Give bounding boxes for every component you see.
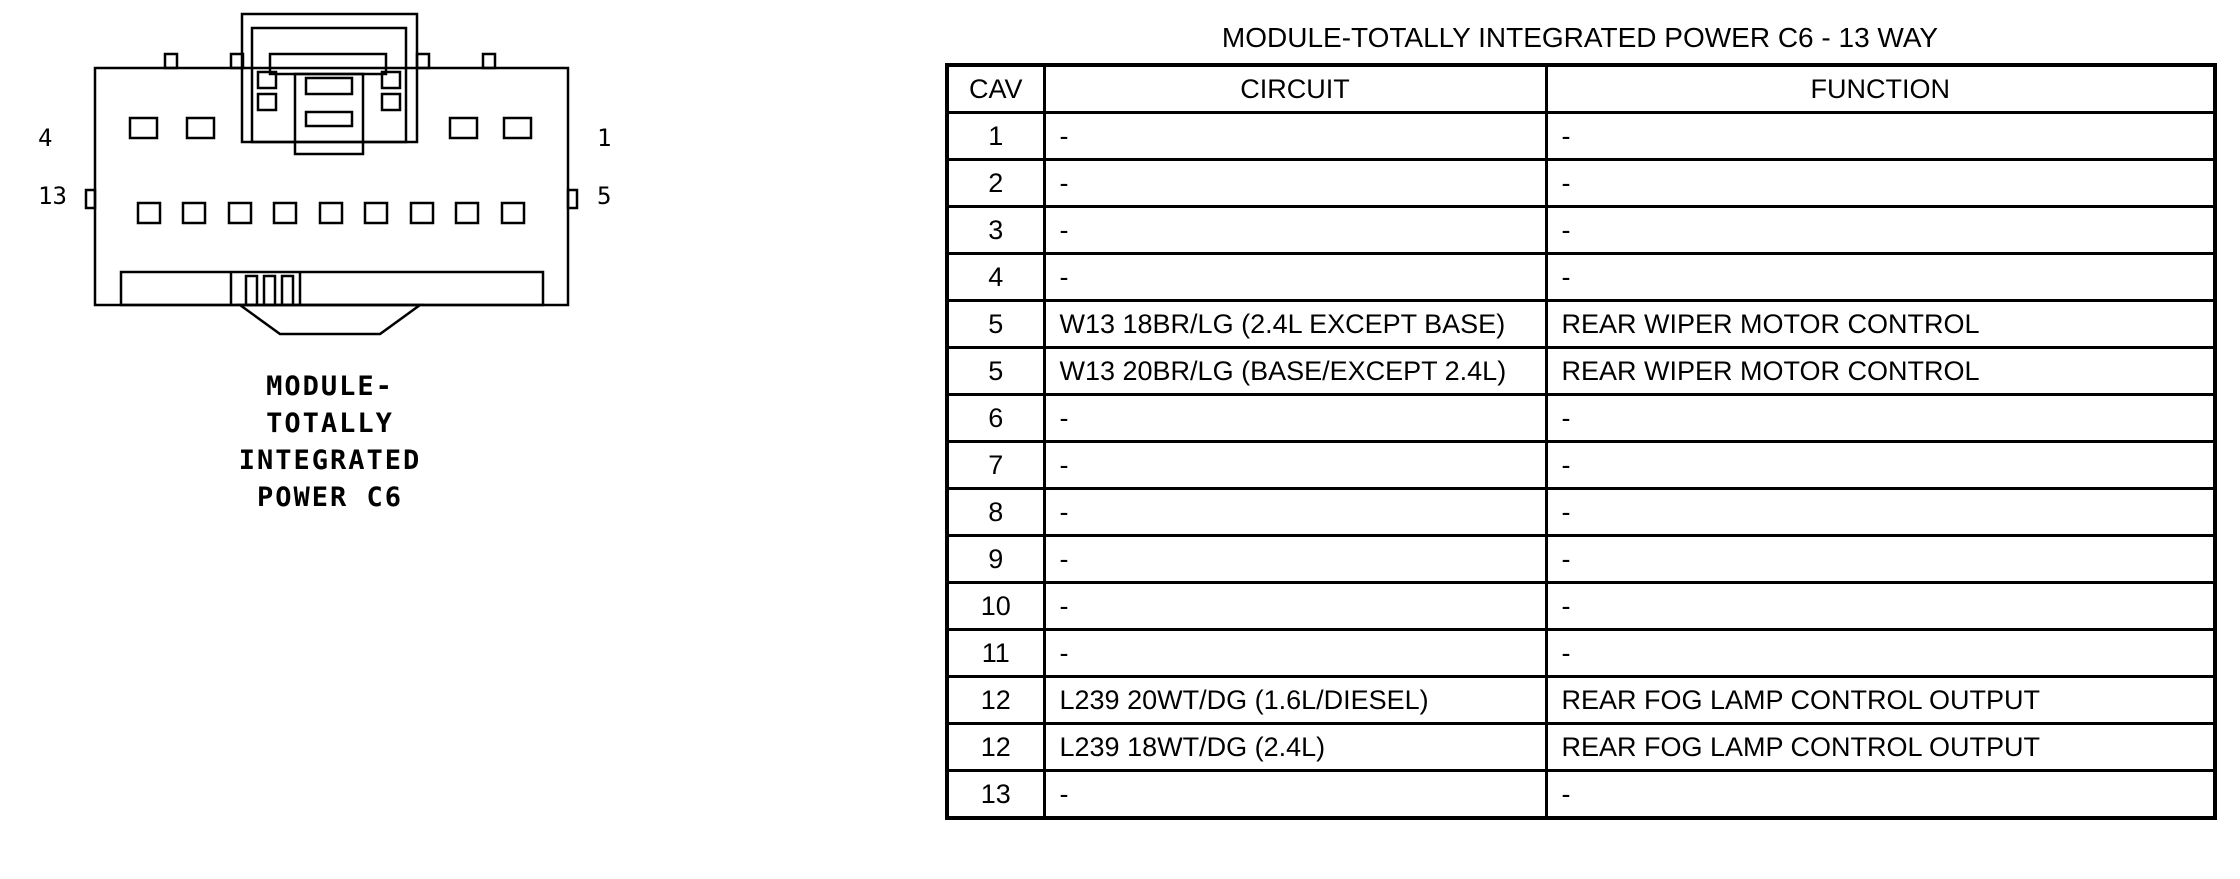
cav-cell: 4: [947, 254, 1044, 301]
circuit-cell: -: [1044, 536, 1546, 583]
table-row: [947, 348, 2215, 395]
table-row: [947, 442, 2215, 489]
table-row: [947, 583, 2215, 630]
function-cell: -: [1546, 207, 2215, 254]
cavity-6: [456, 203, 478, 223]
circuit-cell: W13 18BR/LG (2.4L EXCEPT BASE): [1044, 301, 1546, 348]
circuit-cell: -: [1044, 113, 1546, 160]
cav-cell: 9: [947, 536, 1044, 583]
circuit-cell: -: [1044, 771, 1546, 819]
pinout-table: [945, 63, 2217, 820]
cavity-2: [450, 118, 477, 138]
cavity-8: [365, 203, 387, 223]
table-row: [947, 160, 2215, 207]
table-row: [947, 771, 2215, 819]
function-cell: -: [1546, 771, 2215, 819]
function-cell: -: [1546, 489, 2215, 536]
connector-face-outline: [86, 14, 577, 334]
pin-label-top-right: 1: [597, 124, 612, 152]
function-cell: REAR WIPER MOTOR CONTROL: [1546, 348, 2215, 395]
circuit-cell: W13 20BR/LG (BASE/EXCEPT 2.4L): [1044, 348, 1546, 395]
table-row: [947, 207, 2215, 254]
cav-cell: 11: [947, 630, 1044, 677]
cavity-9: [320, 203, 342, 223]
cavity-grid: [130, 118, 531, 223]
function-cell: -: [1546, 395, 2215, 442]
cavity-13: [138, 203, 160, 223]
header-cav: CAV: [947, 65, 1044, 113]
cav-cell: 8: [947, 489, 1044, 536]
cavity-5: [502, 203, 524, 223]
table-row: [947, 395, 2215, 442]
cav-cell: 5: [947, 301, 1044, 348]
cav-cell: 6: [947, 395, 1044, 442]
header-circuit: CIRCUIT: [1044, 65, 1546, 113]
cavity-11: [229, 203, 251, 223]
cav-cell: 5: [947, 348, 1044, 395]
caption-line: INTEGRATED: [238, 445, 422, 476]
function-cell: -: [1546, 536, 2215, 583]
caption-line: TOTALLY: [266, 408, 394, 439]
header-function: FUNCTION: [1546, 65, 2215, 113]
function-cell: -: [1546, 254, 2215, 301]
pin-label-top-left: 4: [38, 124, 53, 152]
function-cell: REAR WIPER MOTOR CONTROL: [1546, 301, 2215, 348]
circuit-cell: -: [1044, 160, 1546, 207]
table-title: MODULE-TOTALLY INTEGRATED POWER C6 - 13 WAY: [1221, 22, 1939, 53]
cavity-7: [411, 203, 433, 223]
cav-cell: 10: [947, 583, 1044, 630]
caption-line: POWER C6: [256, 482, 404, 513]
table-row: [947, 630, 2215, 677]
connector-caption: [180, 368, 480, 516]
cavity-12: [183, 203, 205, 223]
pin-label-bottom-right: 5: [597, 182, 612, 210]
table-row: [947, 724, 2215, 771]
circuit-cell: -: [1044, 395, 1546, 442]
cavity-3: [187, 118, 214, 138]
cav-cell: 12: [947, 677, 1044, 724]
circuit-cell: -: [1044, 254, 1546, 301]
cav-cell: 2: [947, 160, 1044, 207]
function-cell: -: [1546, 442, 2215, 489]
function-cell: -: [1546, 583, 2215, 630]
caption-line: MODULE-: [266, 371, 394, 402]
function-cell: REAR FOG LAMP CONTROL OUTPUT: [1546, 724, 2215, 771]
pin-label-bottom-left: 13: [38, 182, 67, 210]
function-cell: -: [1546, 113, 2215, 160]
circuit-cell: -: [1044, 630, 1546, 677]
circuit-cell: -: [1044, 489, 1546, 536]
table-header-row: [947, 65, 2215, 113]
cavity-1: [504, 118, 531, 138]
table-row: [947, 489, 2215, 536]
circuit-cell: L239 20WT/DG (1.6L/DIESEL): [1044, 677, 1546, 724]
table-row: [947, 254, 2215, 301]
function-cell: REAR FOG LAMP CONTROL OUTPUT: [1546, 677, 2215, 724]
cav-cell: 1: [947, 113, 1044, 160]
table-row: [947, 677, 2215, 724]
cavity-4: [130, 118, 157, 138]
table-row: [947, 536, 2215, 583]
cav-cell: 7: [947, 442, 1044, 489]
circuit-cell: -: [1044, 207, 1546, 254]
function-cell: -: [1546, 160, 2215, 207]
cav-cell: 3: [947, 207, 1044, 254]
circuit-cell: -: [1044, 583, 1546, 630]
table-row: [947, 113, 2215, 160]
circuit-cell: L239 18WT/DG (2.4L): [1044, 724, 1546, 771]
circuit-cell: -: [1044, 442, 1546, 489]
cav-cell: 13: [947, 771, 1044, 819]
function-cell: -: [1546, 630, 2215, 677]
cav-cell: 12: [947, 724, 1044, 771]
cavity-10: [274, 203, 296, 223]
table-row: [947, 301, 2215, 348]
